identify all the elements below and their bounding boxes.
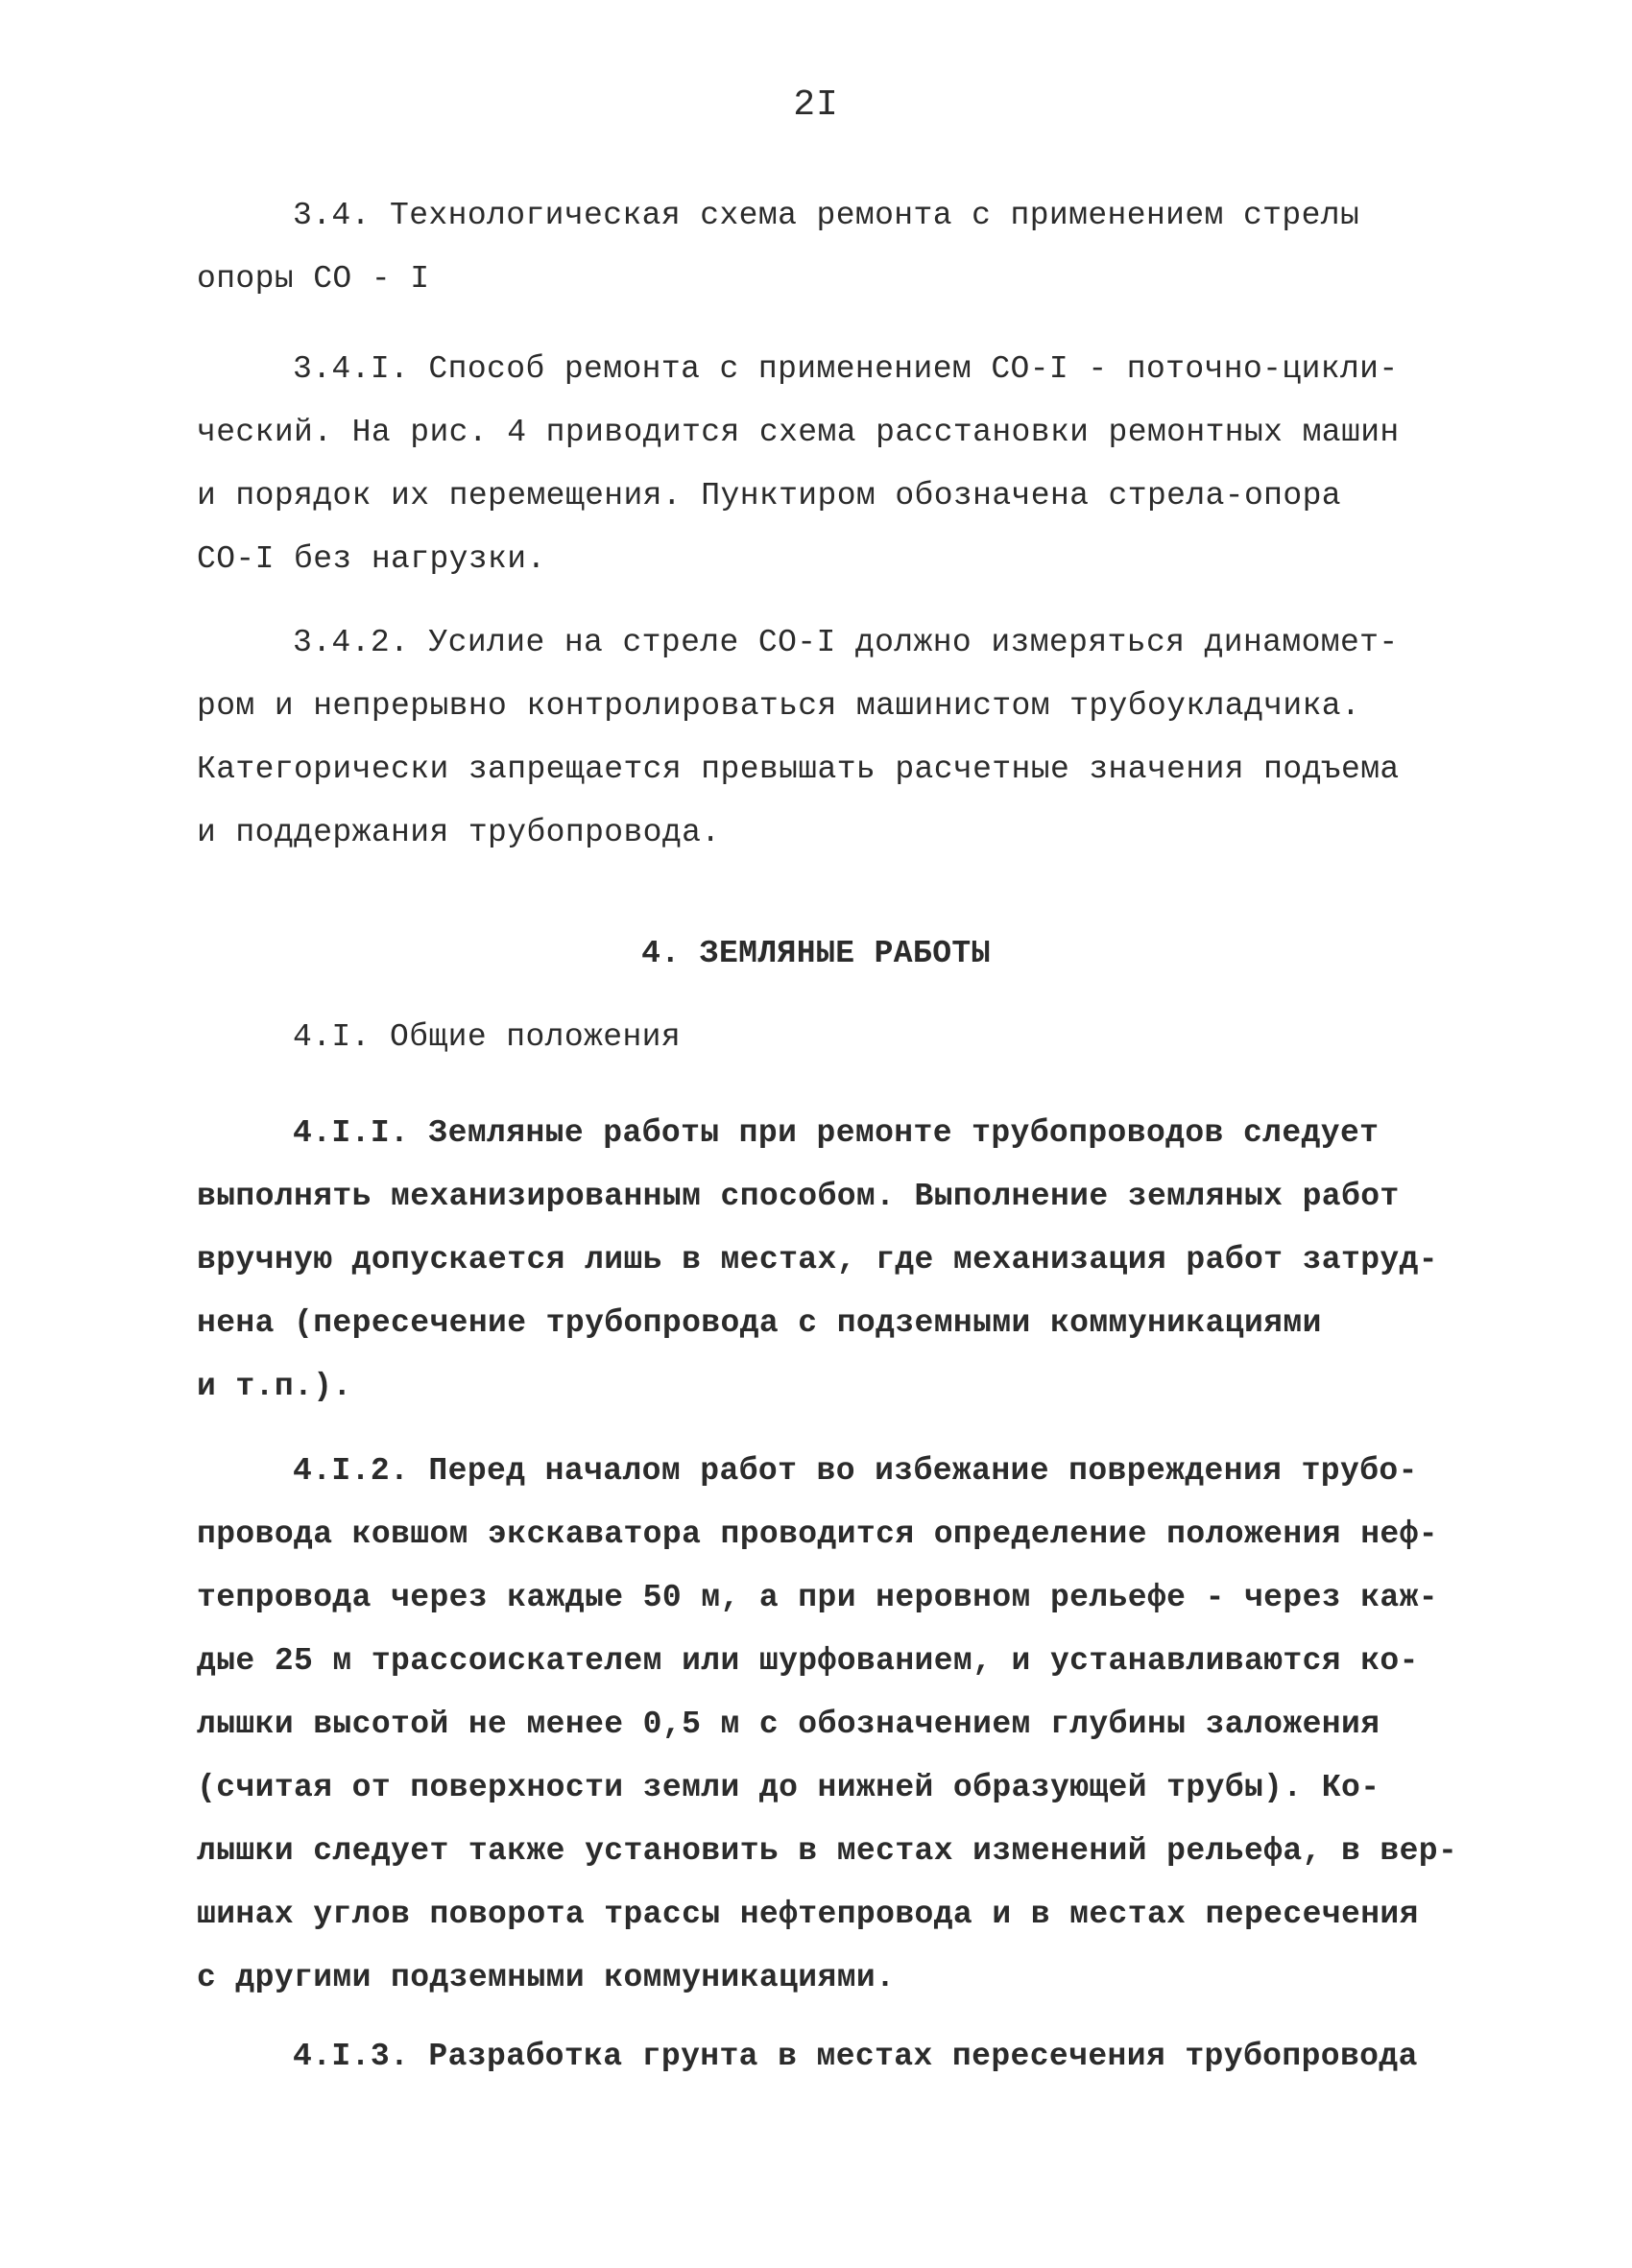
text-line: 4.I.3. Разработка грунта в местах пересечения трубопровода xyxy=(293,2039,1418,2074)
paragraph-4-1-1 xyxy=(197,1102,1445,1419)
text-line: и т.п.). xyxy=(197,1369,352,1404)
text-line: 3.4. Технологическая схема ремонта с применением стрелы xyxy=(293,198,1360,233)
text-line: 3.4.I. Способ ремонта с применением СО-I - поточно-цикли- xyxy=(293,351,1399,387)
text-line: и порядок их перемещения. Пунктиром обозначена стрела-опора xyxy=(197,478,1341,513)
text-line: ром и непрерывно контролироваться машинистом трубоукладчика. xyxy=(197,688,1361,724)
paragraph-3-4-1 xyxy=(197,338,1445,591)
text-line: опоры СО - I xyxy=(197,261,430,297)
text-line: с другими подземными коммуникациями. xyxy=(197,1960,896,1995)
paragraph-4-1-3 xyxy=(197,2025,1445,2089)
page-number: 2I xyxy=(793,84,839,126)
text-line: вручную допускается лишь в местах, где механизация работ затруд- xyxy=(197,1242,1439,1277)
text-line: провода ковшом экскаватора проводится определение положения неф- xyxy=(197,1516,1439,1552)
text-line: шинах углов поворота трассы нефтепровода и в местах пересечения xyxy=(197,1897,1419,1932)
text-line: 4.I.2. Перед началом работ во избежание повреждения трубо- xyxy=(293,1453,1418,1489)
text-line: лышки следует также установить в местах изменений рельефа, в вер- xyxy=(197,1833,1458,1869)
section-3-4-title xyxy=(197,184,1445,311)
text-line: (считая от поверхности земли до нижней образующей трубы). Ко- xyxy=(197,1770,1380,1805)
text-line: 4.I.I. Земляные работы при ремонте трубопроводов следует xyxy=(293,1115,1380,1151)
paragraph-3-4-2 xyxy=(197,611,1445,865)
text-line: тепровода через каждые 50 м, а при неровном рельефе - через каж- xyxy=(197,1580,1439,1615)
text-line: дые 25 м трассоискателем или шурфованием, и устанавливаются ко- xyxy=(197,1643,1419,1679)
section-4-1-title xyxy=(197,1006,1445,1069)
text-line: СО-I без нагрузки. xyxy=(197,541,546,577)
section-4-heading: 4. ЗЕМЛЯНЫЕ РАБОТЫ xyxy=(641,936,991,971)
text-line: Категорически запрещается превышать расчетные значения подъема xyxy=(197,752,1400,787)
text-line: 3.4.2. Усилие на стреле СО-I должно измеряться динамомет- xyxy=(293,625,1399,660)
paragraph-4-1-2 xyxy=(197,1440,1458,2010)
text-line: ческий. На рис. 4 приводится схема расстановки ремонтных машин xyxy=(197,415,1400,450)
text-line: 4.I. Общие положения xyxy=(293,1019,682,1055)
text-line: нена (пересечение трубопровода с подземными коммуникациями xyxy=(197,1305,1322,1341)
text-line: выполнять механизированным способом. Выполнение земляных работ xyxy=(197,1179,1400,1214)
text-line: лышки высотой не менее 0,5 м с обозначением глубины заложения xyxy=(197,1707,1380,1742)
text-line: и поддержания трубопровода. xyxy=(197,815,721,850)
